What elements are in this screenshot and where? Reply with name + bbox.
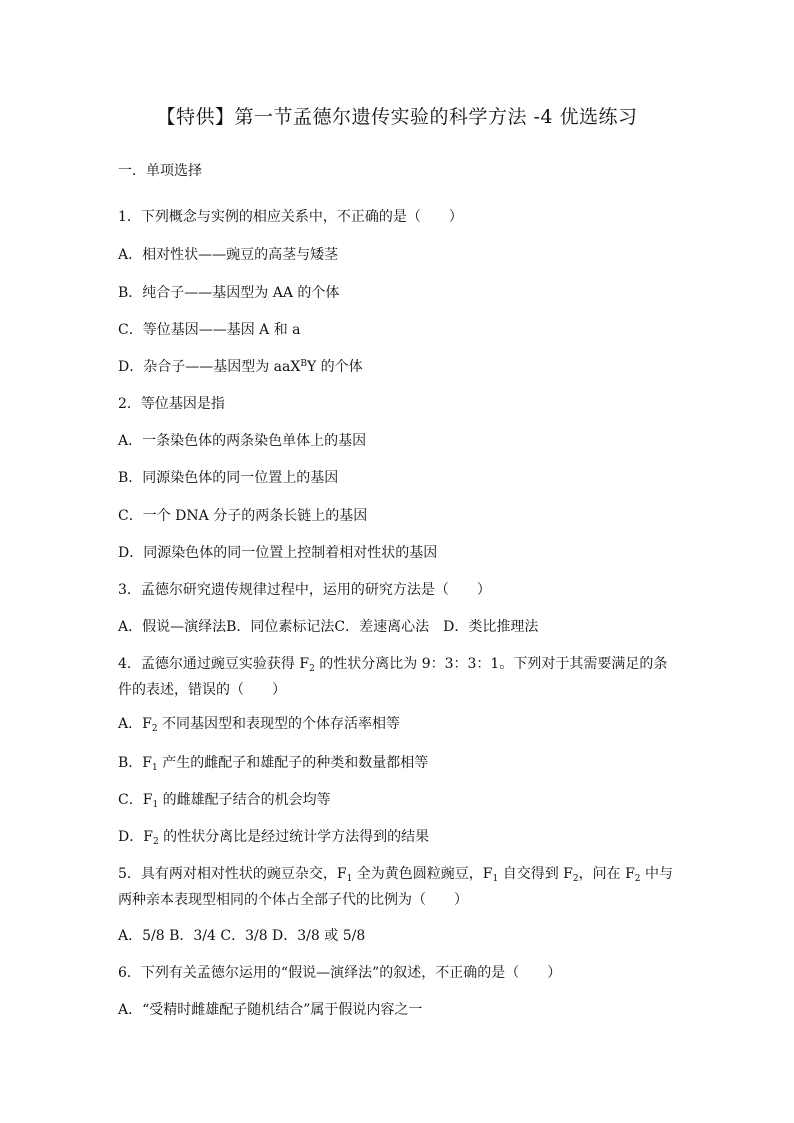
question-4-option-b: B．$F_1$ 产生的雌配子和雄配子的种类和数量都相等 [118,755,429,773]
question-2-option-c: C．一个 DNA 分子的两条长链上的基因 [118,508,368,524]
question-4-option-a: A．$F_2$ 不同基因型和表现型的个体存活率相等 [118,716,401,734]
question-2-option-d: D．同源染色体的同一位置上控制着相对性状的基因 [118,545,438,561]
question-5-options: A．5/8 B．3/4 C．3/8 D．3/8 或 5/8 [118,928,366,944]
question-4-stem: 4．孟德尔通过豌豆实验获得 $F_2$ 的性状分离比为 9：3：3：1。下列对于其需要满足的条件的表述，错误的（ ） [118,656,668,698]
question-2-stem: 2．等位基因是指 [118,396,225,412]
page-title: 【特供】第一节孟德尔遗传实验的科学方法 -4 优选练习 [156,106,638,128]
question-6-stem: 6．下列有关孟德尔运用的“假说—演绎法”的叙述，不正确的是（ ） [118,965,562,981]
section-heading: 一．单项选择 [118,163,202,179]
question-3-stem: 3．孟德尔研究遗传规律过程中，运用的研究方法是（ ） [118,582,491,598]
question-1-option-b: B．纯合子——基因型为 AA 的个体 [118,285,340,301]
question-1-option-d: D．杂合子——基因型为 aaX$^B$Y 的个体 [118,359,363,375]
question-5-stem: 5．具有两对相对性状的豌豆杂交，$F_1$ 全为黄色圆粒豌豆，$F_1$ 自交得到 $F_2$，问在 $F_2$ 中与两种亲本表现型相同的个体占全部子代的比例为（ ） [118,866,673,908]
question-2-option-b: B．同源染色体的同一位置上的基因 [118,470,339,486]
question-2-option-a: A．一条染色体的两条染色单体上的基因 [118,433,367,449]
question-1-stem: 1．下列概念与实例的相应关系中，不正确的是（ ） [118,209,463,225]
question-1-option-c: C．等位基因——基因 A 和 a [118,322,301,338]
question-3-options: A．假说—演绎法B．同位素标记法C．差速离心法 D．类比推理法 [118,619,539,635]
question-6-option-a: A．“受精时雌雄配子随机结合”属于假说内容之一 [118,1002,423,1018]
question-4-option-d: D．$F_2$ 的性状分离比是经过统计学方法得到的结果 [118,829,430,847]
question-1-option-a: A．相对性状——豌豆的高茎与矮茎 [118,247,339,263]
question-4-option-c: C．$F_1$ 的雌雄配子结合的机会均等 [118,792,331,810]
